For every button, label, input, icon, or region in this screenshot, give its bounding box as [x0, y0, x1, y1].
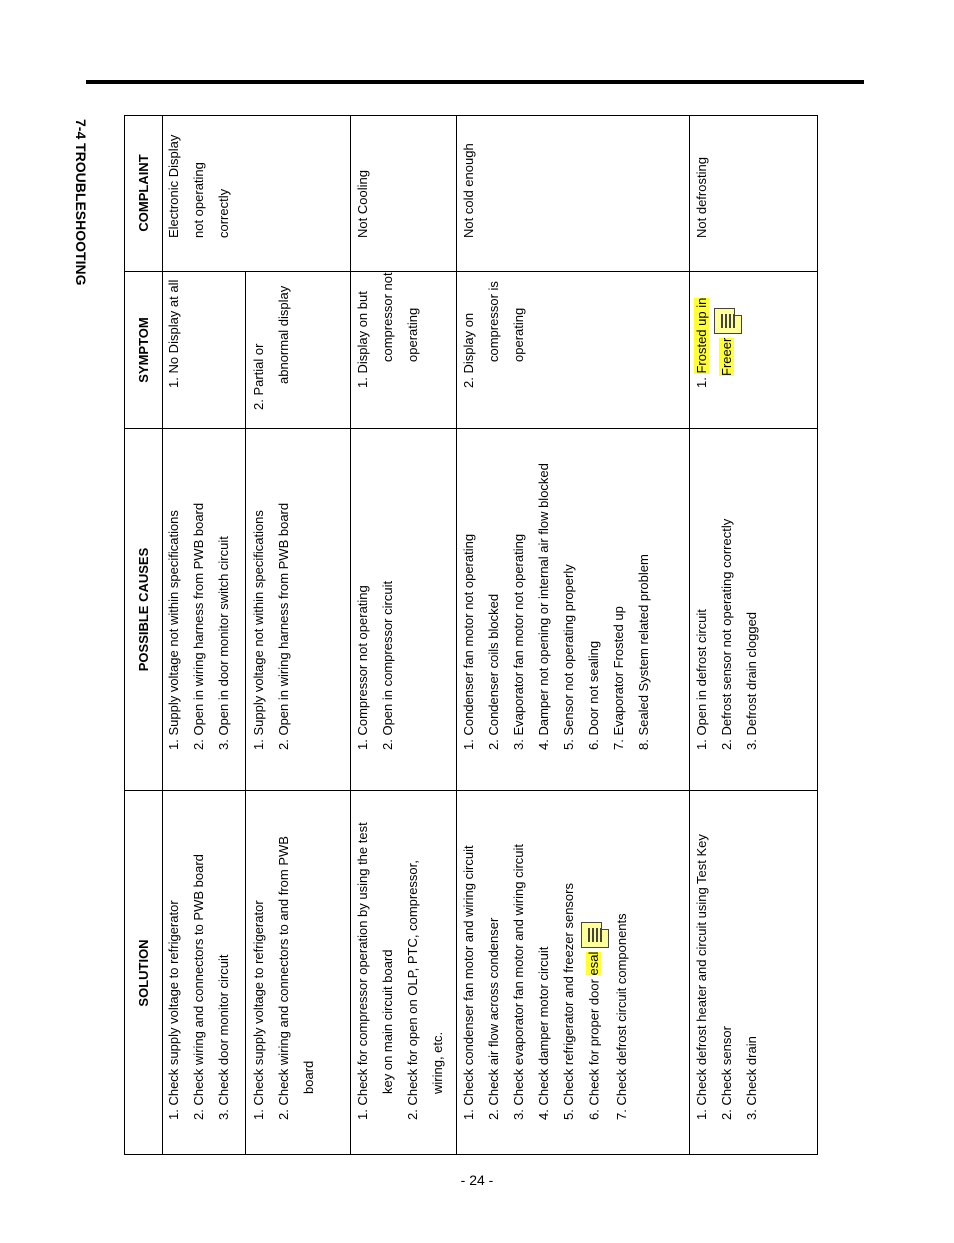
- page-number: - 24 -: [460, 1172, 494, 1188]
- solutions-not-defrosting: 1. Check defrost heater and circuit using Test Key 2. Check sensor 3. Check drain: [694, 834, 759, 1120]
- col-sep-3: [124, 790, 818, 791]
- header-possible-causes: POSSIBLE CAUSES: [136, 547, 151, 672]
- section-title: 7-4 TROUBLESHOOTING: [73, 119, 89, 286]
- col-sep-1: [124, 271, 818, 272]
- solution-door-seal-line: 6. Check for proper door esal: [581, 844, 609, 1120]
- troubleshooting-page-rotated: [73, 75, 866, 1155]
- causes-partial-display: 1. Supply voltage not within specifications 2. Open in wiring harness from PWB board: [251, 502, 291, 750]
- solutions-partial-display: 1. Check supply voltage to refrigerator 2. Check wiring and connectors to and from PWB board: [251, 836, 316, 1120]
- symptom-no-display: 1. No Display at all: [166, 279, 181, 388]
- symptom-frosted-freezer: 1. Frosted up in Freeer: [689, 298, 742, 388]
- table-border-right: [124, 115, 818, 116]
- causes-not-cold-enough: 1. Condenser fan motor not operating 2. Condenser coils blocked 3. Evaporator fan motor not operating 4. Damper not opening or internal air flow blocked 5. Sensor not operating properly 6. Door not sealing 7. Evaporator Frosted up 8. Sealed System related problem: [461, 463, 651, 750]
- complaint-electronic-display: Electronic Display not operating correctly: [166, 134, 231, 238]
- causes-no-display: 1. Supply voltage not within specifications 2. Open in wiring harness from PWB board 3. Open in door monitor switch circuit: [166, 502, 231, 750]
- table-border-left: [124, 1154, 818, 1155]
- solutions-not-cold-enough: 1. Check condenser fan motor and wiring circuit 2. Check air flow across condenser 3. Check evaporator fan motor and wiring circuit 4. Check damper motor circuit 5. Check refrigerator and freezer sensors 6. Check for proper door esal 7. Check defrost circuit components: [461, 843, 629, 1120]
- header-complaint: COMPLAINT: [136, 154, 151, 232]
- highlighted-text: esal: [586, 951, 602, 976]
- solutions-not-cooling: 1. Check for compressor operation by using the test key on main circuit board 2. Check for open on OLP, PTC, compressor, wiring, etc.: [355, 822, 445, 1120]
- sticky-note-icon[interactable]: [581, 922, 609, 948]
- symptom-display-on-compressor-on: 2. Display on compressor is operating: [461, 281, 526, 388]
- complaint-not-cooling: Not Cooling: [355, 170, 370, 238]
- causes-not-defrosting: 1. Open in defrost circuit 2. Defrost sensor not operating correctly 3. Defrost drain clogged: [694, 518, 759, 750]
- complaint-not-defrosting: Not defrosting: [694, 157, 709, 238]
- causes-not-cooling: 1. Compressor not operating 2. Open in compressor circuit: [355, 580, 395, 750]
- symptom-display-on-compressor-off: 1. Display on but compressor not operating: [355, 272, 420, 388]
- col-sep-2: [124, 428, 818, 429]
- sticky-note-icon[interactable]: [714, 308, 742, 334]
- symptom-partial-display: 2. Partial or abnormal display: [251, 285, 291, 410]
- solutions-no-display: 1. Check supply voltage to refrigerator 2. Check wiring and connectors to PWB board 3. Check door monitor circuit: [166, 854, 231, 1120]
- header-solution: SOLUTION: [136, 939, 151, 1007]
- header-symptom: SYMPTOM: [136, 317, 151, 383]
- complaint-not-cold-enough: Not cold enough: [461, 143, 476, 238]
